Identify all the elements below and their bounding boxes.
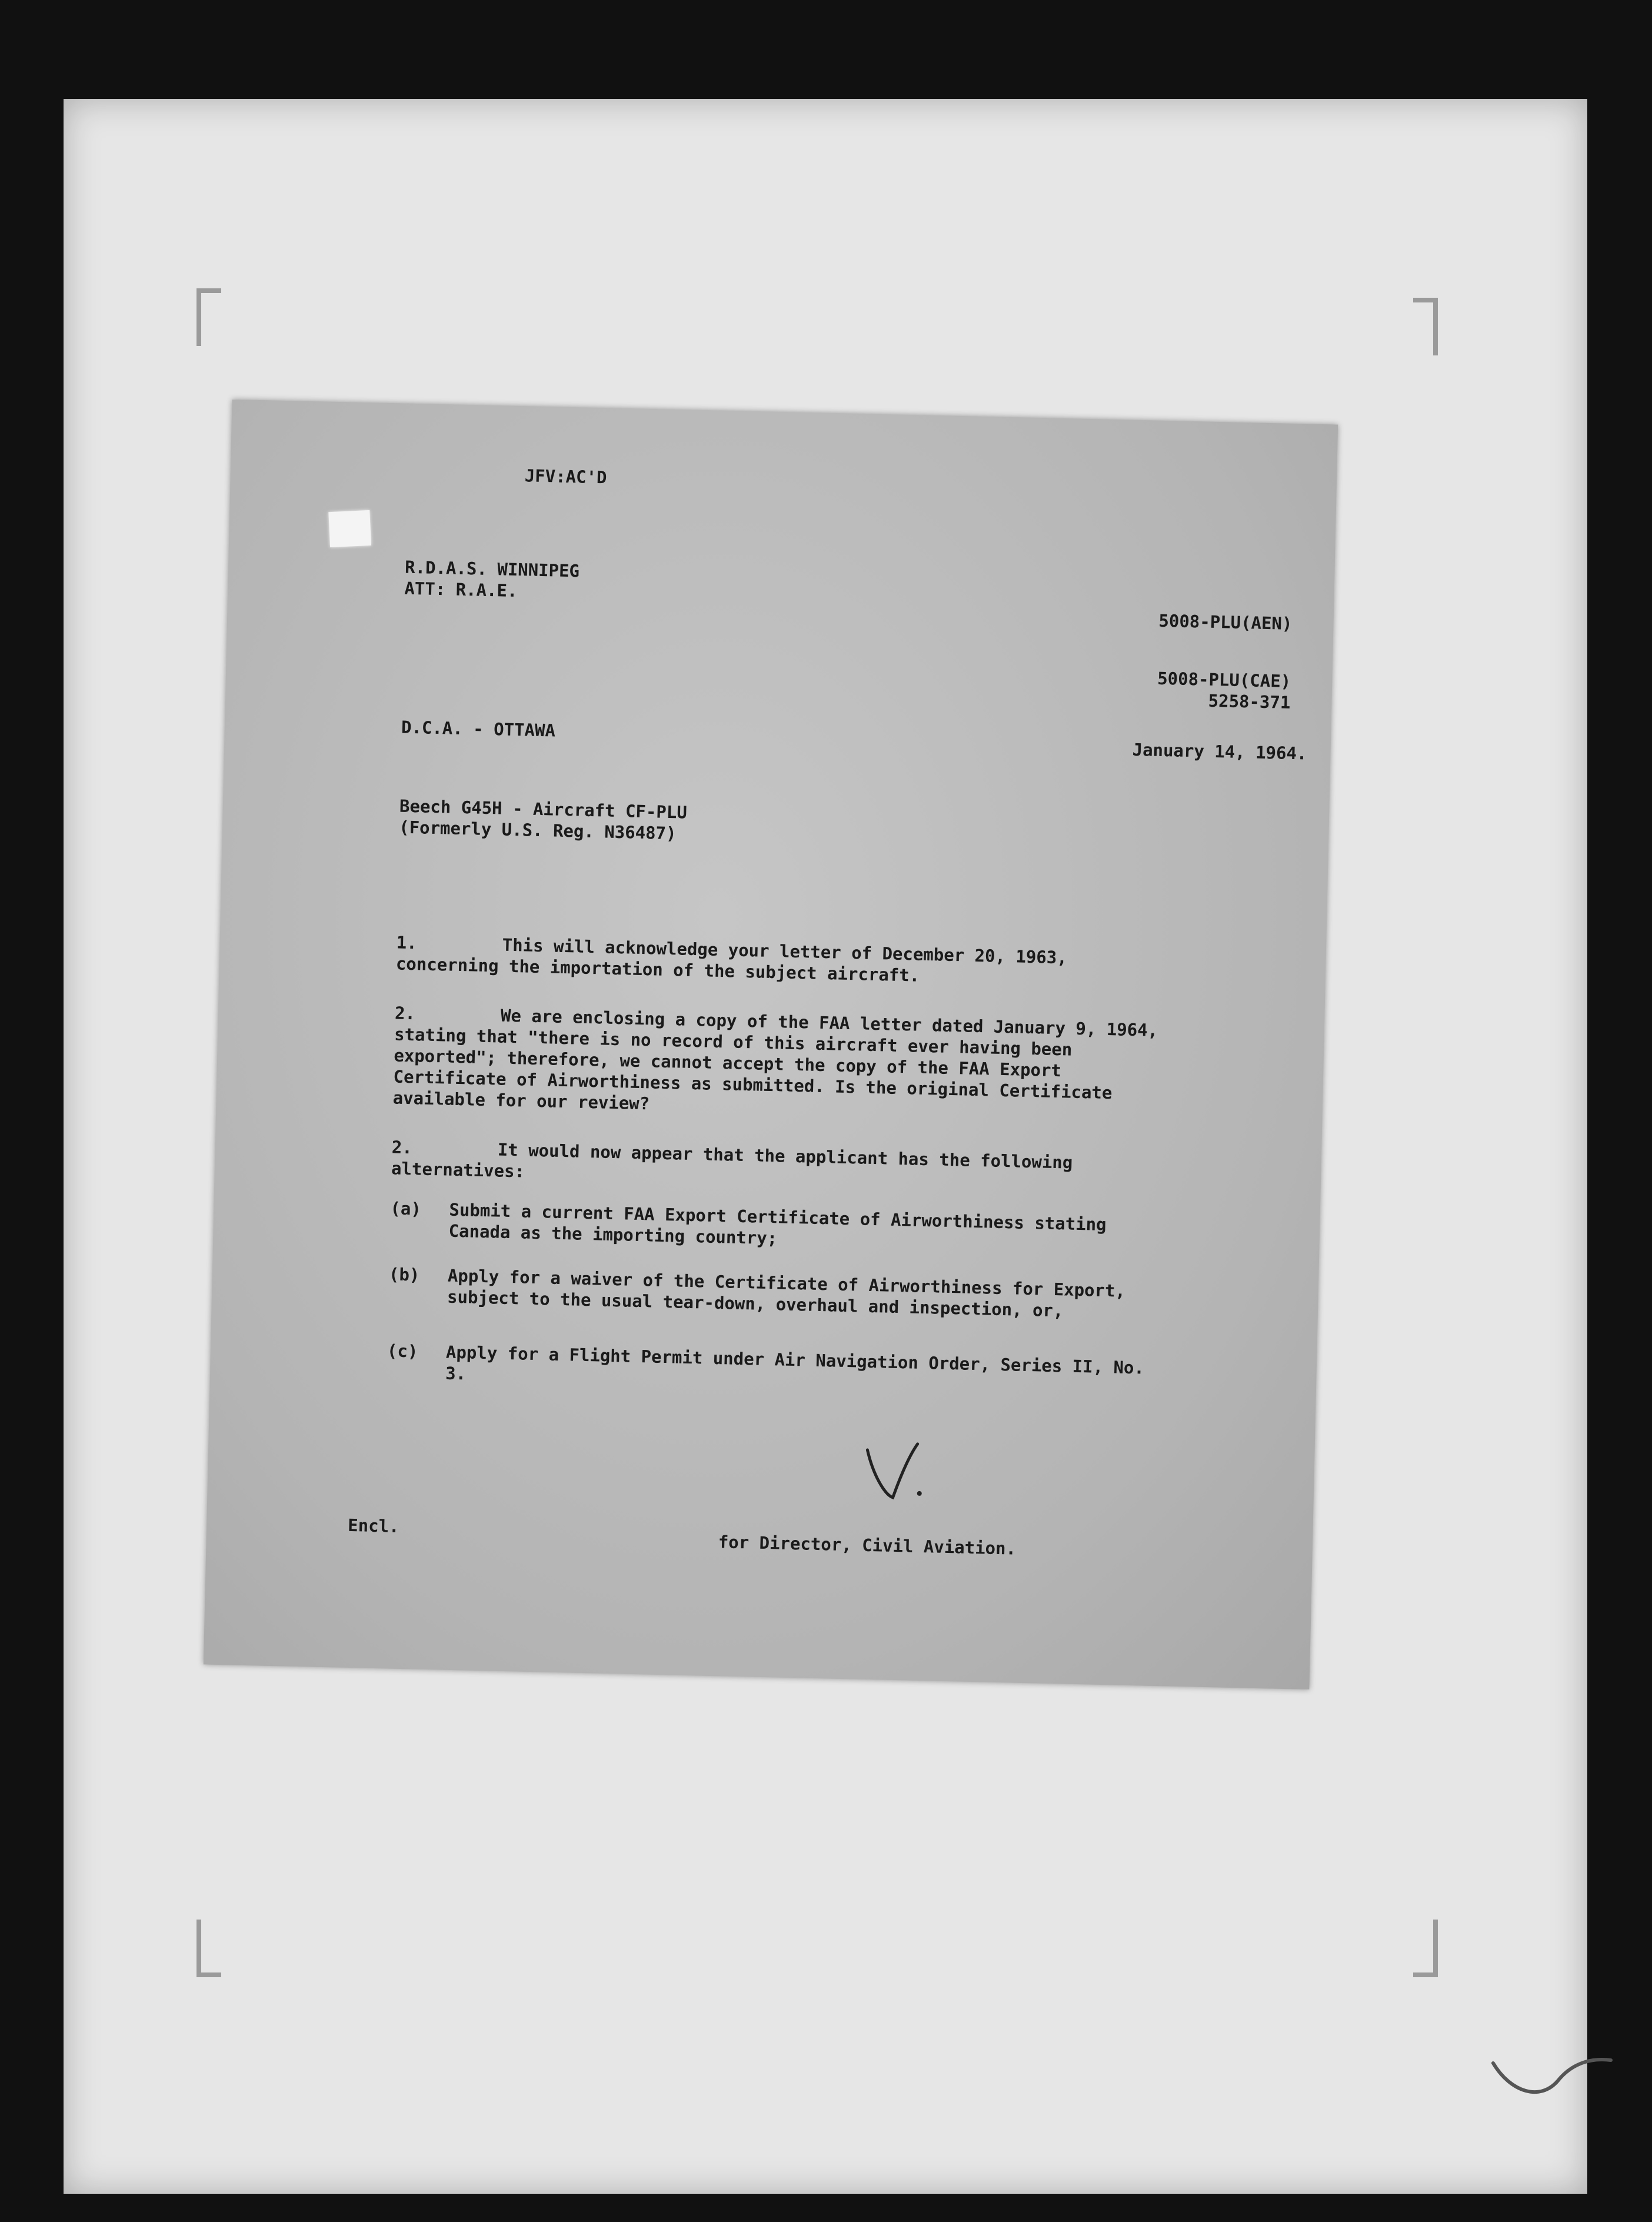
alternative-text: Apply for a waiver of the Certificate of Airworthiness for Export, subject to the usual tear-down, overhaul and inspection, or,	[447, 1265, 1126, 1321]
subject-line-1: Beech G45H - Aircraft CF-PLU	[399, 796, 688, 823]
alternative-b	[388, 1263, 1165, 1321]
sender: D.C.A. - OTTAWA	[401, 717, 556, 741]
closing-signature-line: for Director, Civil Aviation.	[718, 1532, 1017, 1559]
paragraph-2	[392, 982, 1160, 1126]
alternative-text: Submit a current FAA Export Certificate of Airworthiness stating Canada as the importing country;	[448, 1199, 1107, 1249]
crop-mark-bottom-left	[196, 1920, 221, 1977]
file-reference-3: 5258-371	[1208, 690, 1291, 713]
alternative-label: (b)	[388, 1264, 420, 1285]
paragraph-number: 2.	[391, 1137, 413, 1158]
subject-line-2: (Formerly U.S. Reg. N36487)	[398, 817, 677, 844]
letter-date: January 14, 1964.	[1132, 739, 1307, 764]
paragraph-text: It would now appear that the applicant has the following alternatives:	[391, 1139, 1073, 1182]
paragraph-text: This will acknowledge your letter of December 20, 1963, concerning the importation of the subject aircraft.	[395, 934, 1068, 986]
paragraph-1	[396, 911, 1162, 992]
alternative-a	[390, 1198, 1167, 1249]
file-reference-1: 5008-PLU(AEN)	[1158, 610, 1293, 634]
reference-initials: JFV:AC'D	[524, 465, 607, 488]
alternative-label: (a)	[390, 1198, 422, 1219]
paragraph-text: We are enclosing a copy of the FAA letter dated January 9, 1964, stating that "there is no record of this aircraft ever having been exported"; therefore, we cannot accept the copy of the FAA Export Certificate of Airworthiness as submitted. Is the original Certificate available for our review?	[392, 1005, 1158, 1114]
tape-mark	[328, 510, 371, 547]
paragraph-3	[391, 1115, 1157, 1196]
enclosure-note: Encl.	[347, 1515, 399, 1536]
film-scratch	[1487, 2045, 1617, 2104]
alternative-c	[387, 1340, 1164, 1384]
alternative-label: (c)	[387, 1340, 418, 1362]
crop-mark-top-left	[196, 288, 221, 346]
alternative-text: Apply for a Flight Permit under Air Navigation Order, Series II, No. 3.	[445, 1342, 1145, 1384]
letter-sheet	[204, 400, 1338, 1689]
handwritten-initial	[860, 1438, 932, 1505]
file-reference-2: 5008-PLU(CAE)	[1157, 668, 1291, 691]
paragraph-number: 1.	[396, 932, 418, 953]
recipient-line-1: R.D.A.S. WINNIPEG	[404, 557, 580, 581]
recipient-attention: ATT: R.A.E.	[404, 578, 518, 601]
crop-mark-bottom-right	[1413, 1920, 1438, 1977]
paragraph-number: 2.	[394, 1003, 416, 1024]
crop-mark-top-right	[1413, 298, 1438, 355]
